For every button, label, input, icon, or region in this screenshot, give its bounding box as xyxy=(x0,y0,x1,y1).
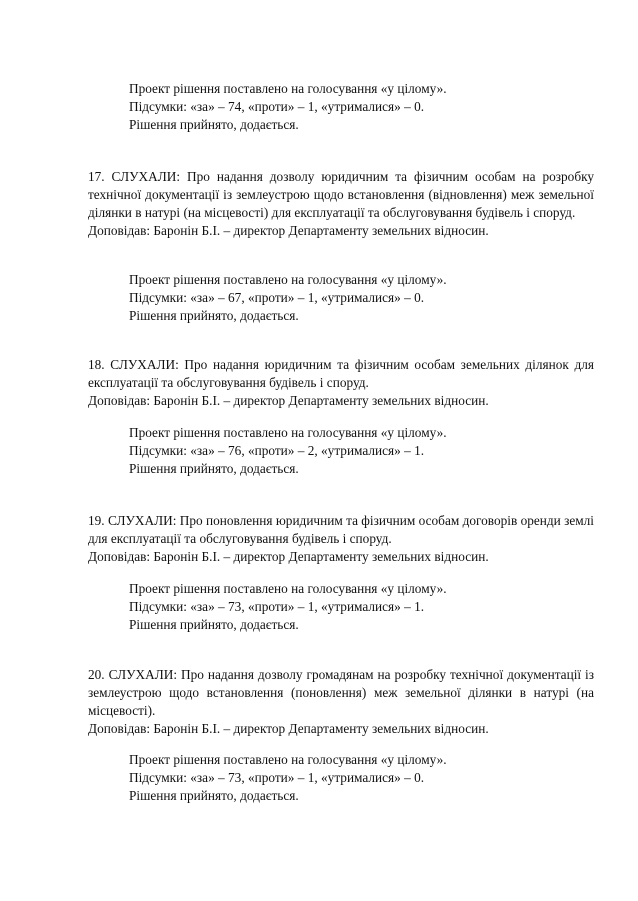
vote-proposal-line: Проект рішення поставлено на голосування «у цілому». xyxy=(129,425,447,440)
agenda-item-reporter: Доповідав: Баронін Б.І. – директор Департаменту земельних відносин. xyxy=(88,549,489,564)
agenda-item-17 xyxy=(88,168,594,240)
vote-decision-line: Рішення прийнято, додається. xyxy=(129,617,299,632)
vote-decision-line: Рішення прийнято, додається. xyxy=(129,308,299,323)
vote-tally-line: Підсумки: «за» – 73, «проти» – 1, «утрималися» – 1. xyxy=(129,599,425,614)
agenda-item-reporter: Доповідав: Баронін Б.І. – директор Департаменту земельних відносин. xyxy=(88,393,489,408)
vote-result-18 xyxy=(129,424,599,478)
agenda-item-20 xyxy=(88,666,594,738)
vote-decision-line: Рішення прийнято, додається. xyxy=(129,461,299,476)
vote-decision-line: Рішення прийнято, додається. xyxy=(129,788,299,803)
agenda-item-18 xyxy=(88,356,594,410)
vote-decision-line: Рішення прийнято, додається. xyxy=(129,117,299,132)
vote-tally-line: Підсумки: «за» – 73, «проти» – 1, «утрималися» – 0. xyxy=(129,770,425,785)
vote-tally-line: Підсумки: «за» – 74, «проти» – 1, «утрималися» – 0. xyxy=(129,99,425,114)
agenda-item-reporter: Доповідав: Баронін Б.І. – директор Департаменту земельних відносин. xyxy=(88,721,489,736)
vote-proposal-line: Проект рішення поставлено на голосування «у цілому». xyxy=(129,272,447,287)
agenda-item-text: 18. СЛУХАЛИ: Про надання юридичним та фізичним особам земельних ділянок для експлуатації та обслуговування будівель і споруд. xyxy=(88,357,594,390)
agenda-item-19 xyxy=(88,512,594,566)
agenda-item-reporter: Доповідав: Баронін Б.І. – директор Департаменту земельних відносин. xyxy=(88,223,489,238)
vote-result-17 xyxy=(129,271,599,325)
agenda-item-text: 19. СЛУХАЛИ: Про поновлення юридичним та фізичним особам договорів оренди землі для експлуатації та обслуговування будівель і споруд. xyxy=(88,513,594,546)
agenda-item-text: 20. СЛУХАЛИ: Про надання дозволу громадянам на розробку технічної документації із землеустрою щодо встановлення (поновлення) меж земельної ділянки в натурі (на місцевості). xyxy=(88,667,594,718)
vote-result-19 xyxy=(129,580,599,634)
agenda-item-text: 17. СЛУХАЛИ: Про надання дозволу юридичним та фізичним особам на розробку технічної документації із землеустрою щодо встановлення (відновлення) меж земельної ділянки в натурі (на місцевості) для експлуатації та обслуговування будівель і споруд. xyxy=(88,169,594,220)
vote-proposal-line: Проект рішення поставлено на голосування «у цілому». xyxy=(129,81,447,96)
vote-tally-line: Підсумки: «за» – 67, «проти» – 1, «утрималися» – 0. xyxy=(129,290,425,305)
vote-result-20 xyxy=(129,751,599,805)
vote-proposal-line: Проект рішення поставлено на голосування «у цілому». xyxy=(129,752,447,767)
vote-result-16 xyxy=(129,80,599,134)
vote-proposal-line: Проект рішення поставлено на голосування «у цілому». xyxy=(129,581,447,596)
vote-tally-line: Підсумки: «за» – 76, «проти» – 2, «утрималися» – 1. xyxy=(129,443,425,458)
